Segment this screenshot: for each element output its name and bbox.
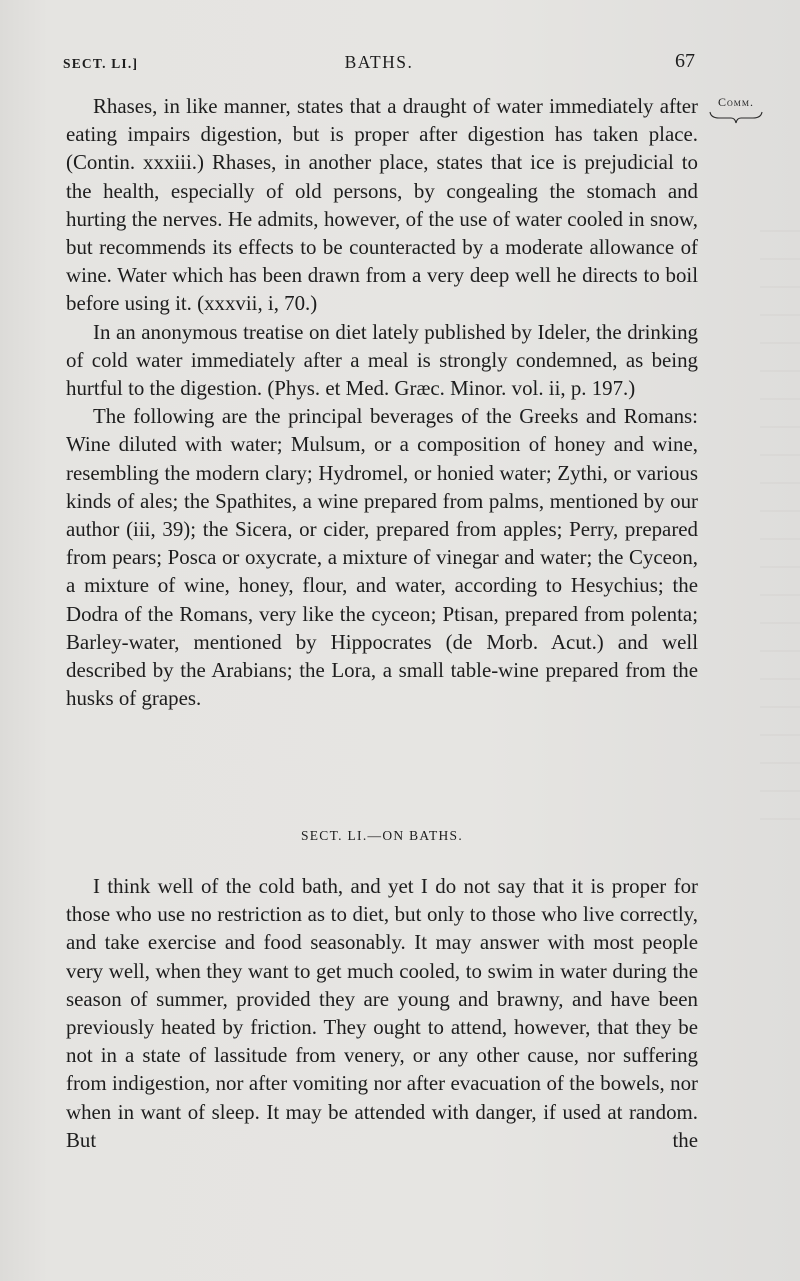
margin-note-text: Comm.	[717, 95, 754, 109]
section-body	[66, 872, 698, 1154]
paragraph-rhases: Rhases, in like manner, states that a draught of water immediately after eating impairs digestion, but is proper after digestion has taken place. (Contin. xxxiii.) Rhases, in another place, states that ice is prejudicial to the health, especially of old persons, by congealing the stomach and hurting the nerves. He admits, however, of the use of water cooled in snow, but recommends its effects to be counteracted by a moderate allowance of wine. Water which has been drawn from a very deep well he directs to boil before using it. (xxxvii, i, 70.)	[66, 94, 698, 316]
body-text	[66, 92, 698, 712]
brace-icon	[709, 110, 763, 124]
page-number: 67	[675, 50, 695, 72]
paragraph-beverages: The following are the principal beverages of the Greeks and Romans: Wine diluted with water; Mulsum, or a composition of honey and wine, resembling the modern clary; Hydromel, or honied water; Zythi, or various kinds of ales; the Spathites, a wine prepared from palms, mentioned by our author (iii, 39); the Sicera, or cider, prepared from apples; Perry, prepared from pears; Posca or oxycrate, a mixture of vinegar and water; the Cyceon, a mixture of wine, honey, flour, and water, according to Hesychius; the Dodra of the Romans, very like the cyceon; Ptisan, prepared from polenta; Barley-water, mentioned by Hippocrates (de Morb. Acut.) and well described by the Arabians; the Lora, a small table-wine prepared from the husks of grapes.	[66, 404, 698, 711]
paragraph-ideler: In an anonymous treatise on diet lately published by Ideler, the drinking of cold water immediately after a meal is strongly condemned, as being hurtful to the digestion. (Phys. et Med. Græc. Minor. vol. ii, p. 197.)	[66, 319, 698, 401]
running-header	[63, 50, 695, 76]
section-heading: SECT. LI.—ON BATHS.	[300, 828, 464, 843]
header-section: SECT. LI.]	[63, 56, 139, 71]
paragraph-cold-bath: I think well of the cold bath, and yet I do not say that it is proper for those who use no restriction as to diet, but only to those who live correctly, and take exercise and food seasonably. It may answer with most people very well, when they want to get much cooled, to swim in water during the season of summer, provided they are young and brawny, and have been previously heated by friction. They ought to attend, however, that they be not in a state of lassitude from venery, or any other cause, nor suffering from indigestion, nor after vomiting nor after evacuation of the bowels, nor when in want of sleep. It may be attended with danger, if used at random. But the	[66, 874, 698, 1152]
bleed-through	[760, 230, 800, 830]
margin-note	[706, 95, 766, 124]
header-title: BATHS.	[344, 52, 414, 72]
